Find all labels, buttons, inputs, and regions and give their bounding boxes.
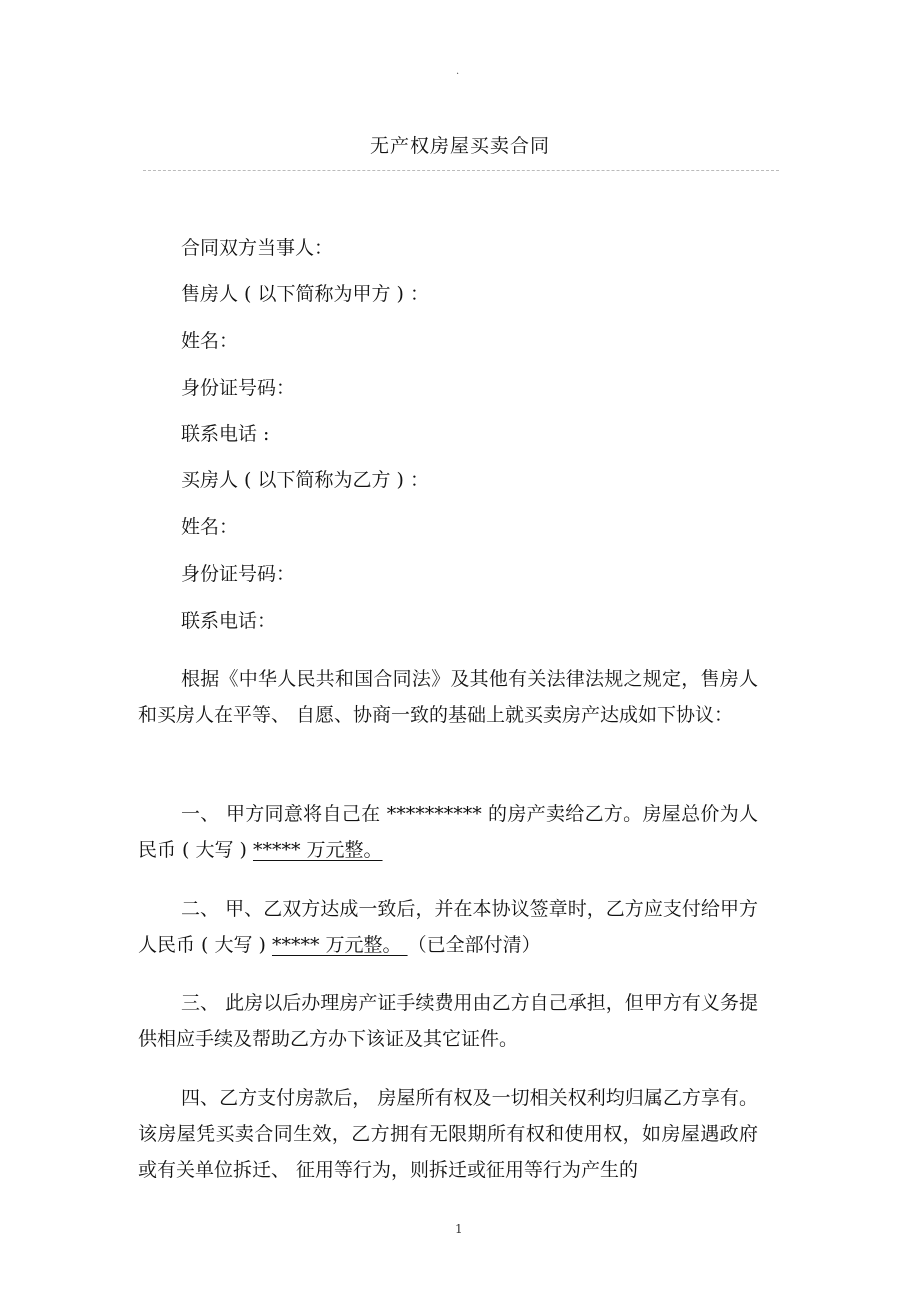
preamble-text: 根据《中华人民共和国合同法》及其他有关法律法规之规定，售房人和买房人在平等、 自愿、协商一致的基础上就买卖房产达成如下协议： [138, 668, 758, 726]
top-dot-mark: . [456, 66, 460, 77]
parties-intro: 合同双方当事人： [181, 237, 334, 259]
preamble-paragraph [138, 661, 758, 733]
clause-1-main: 一、 甲方同意将自己在 ********** 的房产卖给乙方。房屋总价为人民币 ( 大写 ) [138, 803, 758, 861]
clause-1-amount: ***** 万元整。 [252, 839, 383, 861]
page-number: 1 [455, 1222, 463, 1236]
buyer-name-field: 姓名： [181, 516, 239, 538]
buyer-id-field: 身份证号码： [181, 563, 296, 585]
seller-name-field: 姓名： [181, 330, 239, 352]
clause-2-main: 二、 甲、乙双方达成一致后，并在本协议签章时，乙方应支付给甲方人民币 ( 大写 ) [138, 898, 758, 956]
clause-1-text [138, 796, 758, 868]
clause-4 [138, 1080, 758, 1188]
clause-2-text [138, 891, 758, 963]
clause-2-note: （已全部付清） [407, 934, 541, 956]
clause-2 [138, 891, 758, 963]
buyer-phone-field: 联系电话： [181, 610, 277, 632]
seller-heading: 售房人 ( 以下简称为甲方 ) ： [181, 283, 429, 305]
seller-phone-field: 联系电话 : [181, 423, 270, 445]
clause-3 [138, 985, 758, 1057]
clause-2-amount: ***** 万元整。 [271, 934, 408, 956]
clause-1 [138, 796, 758, 868]
clause-3-text: 三、 此房以后办理房产证手续费用由乙方自己承担，但甲方有义务提供相应手续及帮助乙方办下该证及其它证件。 [138, 992, 758, 1050]
buyer-heading: 买房人 ( 以下简称为乙方 ) ： [181, 469, 429, 491]
clause-4-text: 四、乙方支付房款后， 房屋所有权及一切相关权利均归属乙方享有。该房屋凭买卖合同生效，乙方拥有无限期所有权和使用权，如房屋遇政府或有关单位拆迁、 征用等行为，则拆迁或征用等行为产生的 [138, 1087, 758, 1181]
seller-id-field: 身份证号码： [181, 377, 296, 399]
document-title: 无产权房屋买卖合同 [369, 135, 550, 157]
header-rule [143, 170, 779, 171]
